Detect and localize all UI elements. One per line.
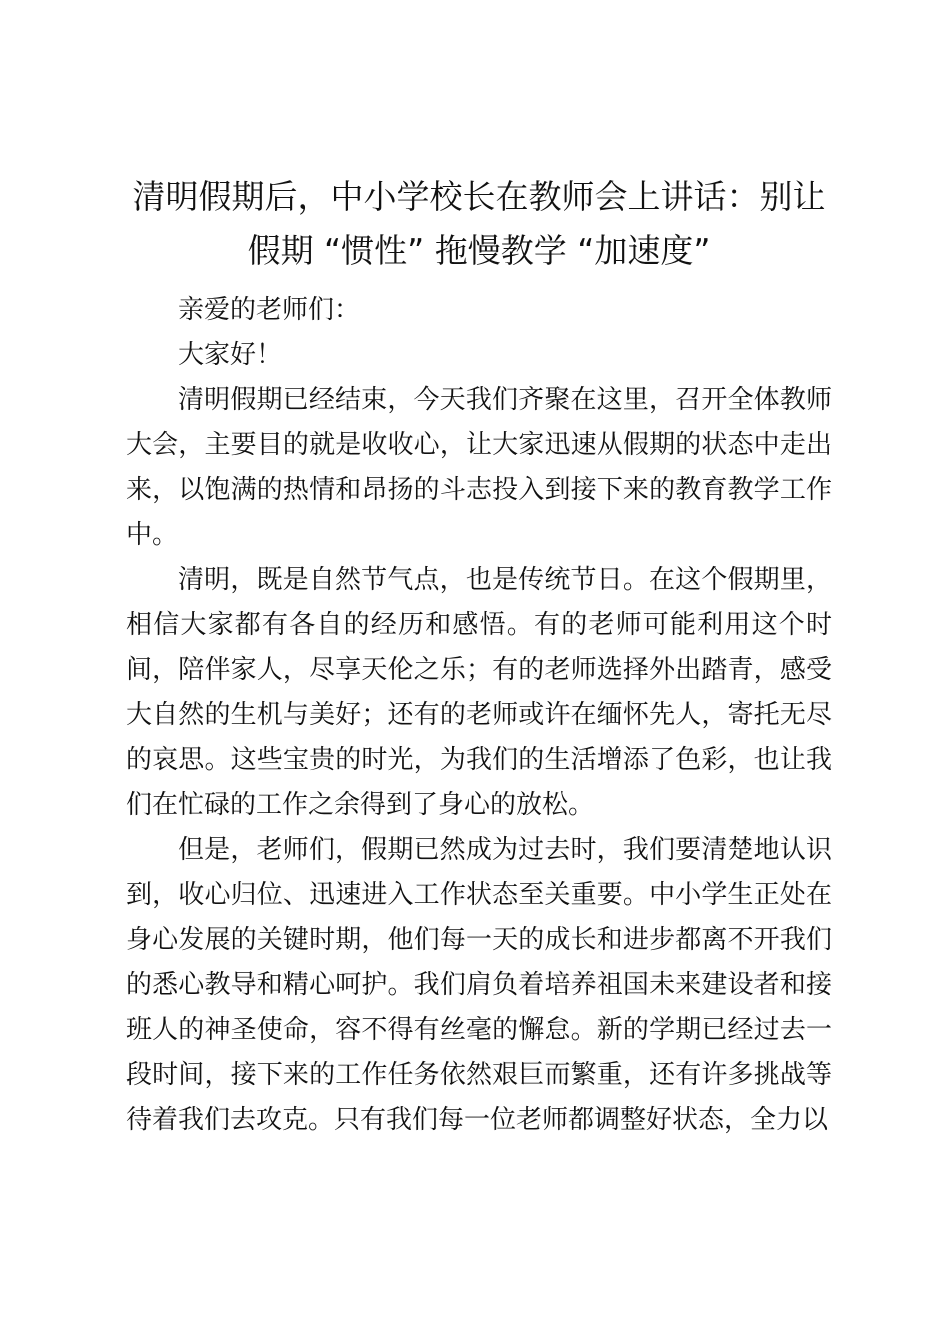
body-paragraph: 清明假期已经结束，今天我们齐聚在这里，召开全体教师大会，主要目的就是收收心，让大家迅速从假期的状态中走出来，以饱满的热情和昂扬的斗志投入到接下来的教育教学工作中。	[126, 385, 832, 550]
document-page	[126, 170, 832, 1143]
body-paragraph: 清明，既是自然节气点，也是传统节日。在这个假期里，相信大家都有各自的经历和感悟。有的老师可能利用这个时间，陪伴家人，尽享天伦之乐；有的老师选择外出踏青，感受大自然的生机与美好；还有的老师或许在缅怀先人，寄托无尽的哀思。这些宝贵的时光，为我们的生活增添了色彩，也让我们在忙碌的工作之余得到了身心的放松。	[126, 565, 832, 820]
document-title: 清明假期后，中小学校长在教师会上讲话：别让假期 “惯性” 拖慢教学 “加速度”	[132, 177, 826, 270]
greeting: 大家好！	[178, 340, 283, 370]
body-paragraph: 但是，老师们，假期已然成为过去时，我们要清楚地认识到，收心归位、迅速进入工作状态至关重要。中小学生正处在身心发展的关键时期，他们每一天的成长和进步都离不开我们的悉心教导和精心呵护。我们肩负着培养祖国未来建设者和接班人的神圣使命，容不得有丝毫的懈怠。新的学期已经过去一段时间，接下来的工作任务依然艰巨而繁重，还有许多挑战等待着我们去攻克。只有我们每一位老师都调整好状态，全力以	[126, 835, 832, 1135]
salutation: 亲爱的老师们：	[178, 295, 361, 325]
